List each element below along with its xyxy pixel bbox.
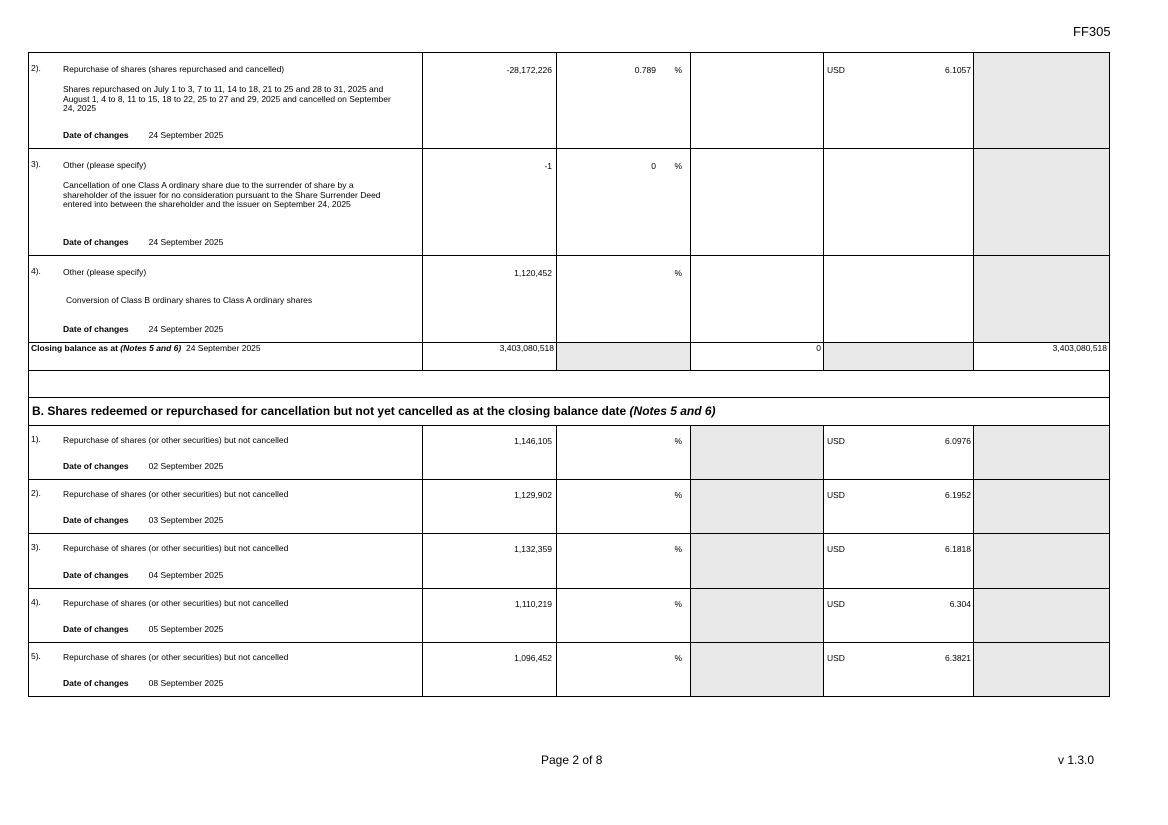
- table-row: [29, 643, 1110, 697]
- amount-cell: 1,110,219: [423, 589, 557, 643]
- price-cell: USD 6.1057: [824, 53, 974, 149]
- table-row: [29, 589, 1110, 643]
- closing-zero: 0: [691, 343, 824, 371]
- table-row: [29, 149, 1110, 256]
- price-cell: USD 6.1818: [824, 534, 974, 589]
- date-value: 02 September 2025: [148, 461, 224, 471]
- row-title: Repurchase of shares (or other securities) but not cancelled: [63, 652, 289, 662]
- grey-cell: [691, 480, 824, 534]
- grey-cell: [557, 343, 691, 371]
- row-number: 5).: [31, 651, 41, 661]
- row-description: [29, 53, 423, 149]
- price-cell: USD 6.1952: [824, 480, 974, 534]
- page-number: Page 2 of 8: [541, 753, 603, 767]
- row-title: Other (please specify): [63, 267, 147, 277]
- date-label: Date of changes: [63, 130, 129, 140]
- spacer-row: [29, 371, 1110, 398]
- grey-cell: [824, 343, 974, 371]
- date-label: Date of changes: [63, 461, 129, 471]
- row-description: [29, 149, 423, 256]
- percent-cell: 0.789 %: [557, 53, 691, 149]
- row-detail: Cancellation of one Class A ordinary share due to the surrender of share by a shareholder of the issuer for no consideration pursuant to the Share Surrender Deed entered into between the shareholder and the issuer on September 24, 2025: [63, 180, 381, 209]
- blank-cell: [691, 53, 824, 149]
- section-b-title: B. Shares redeemed or repurchased for cancellation but not yet cancelled as at the closing balance date: [32, 404, 627, 418]
- share-changes-table: [28, 52, 1110, 697]
- amount-cell: -1: [423, 149, 557, 256]
- date-label: Date of changes: [63, 678, 129, 688]
- amount-cell: 1,146,105: [423, 426, 557, 480]
- blank-cell: [691, 256, 824, 343]
- row-number: 2).: [31, 488, 41, 498]
- date-value: 24 September 2025: [148, 130, 224, 140]
- amount-cell: 1,096,452: [423, 643, 557, 697]
- row-title: Repurchase of shares (or other securities) but not cancelled: [63, 435, 289, 445]
- percent-cell: %: [557, 589, 691, 643]
- percent-cell: %: [557, 643, 691, 697]
- row-detail: Conversion of Class B ordinary shares to Class A ordinary shares: [66, 295, 313, 305]
- date-label: Date of changes: [63, 570, 129, 580]
- grey-cell: [974, 643, 1110, 697]
- amount-cell: 1,132,359: [423, 534, 557, 589]
- date-value: 04 September 2025: [148, 570, 224, 580]
- table-row: [29, 426, 1110, 480]
- table-row: [29, 480, 1110, 534]
- row-title: Repurchase of shares (or other securities) but not cancelled: [63, 543, 289, 553]
- price-cell: USD 6.304: [824, 589, 974, 643]
- grey-cell: [974, 256, 1110, 343]
- grey-cell: [974, 53, 1110, 149]
- price-cell: USD 6.0976: [824, 426, 974, 480]
- row-title: Repurchase of shares (or other securities) but not cancelled: [63, 489, 289, 499]
- grey-cell: [691, 643, 824, 697]
- blank-cell: [691, 149, 824, 256]
- grey-cell: [974, 426, 1110, 480]
- price-cell: [824, 149, 974, 256]
- date-value: 24 September 2025: [148, 237, 224, 247]
- table-row: [29, 534, 1110, 589]
- grey-cell: [691, 589, 824, 643]
- date-value: 05 September 2025: [148, 624, 224, 634]
- closing-amount: 3,403,080,518: [423, 343, 557, 371]
- percent-cell: %: [557, 534, 691, 589]
- grey-cell: [974, 534, 1110, 589]
- date-value: 08 September 2025: [148, 678, 224, 688]
- date-value: 24 September 2025: [148, 324, 224, 334]
- grey-cell: [691, 426, 824, 480]
- grey-cell: [974, 480, 1110, 534]
- amount-cell: 1,120,452: [423, 256, 557, 343]
- form-version: v 1.3.0: [1058, 753, 1095, 767]
- percent-cell: 0 %: [557, 149, 691, 256]
- table-row: [29, 53, 1110, 149]
- grey-cell: [974, 149, 1110, 256]
- date-label: Date of changes: [63, 515, 129, 525]
- row-title: Repurchase of shares (or other securities) but not cancelled: [63, 598, 289, 608]
- date-value: 03 September 2025: [148, 515, 224, 525]
- row-number: 3).: [31, 159, 41, 169]
- date-label: Date of changes: [63, 237, 129, 247]
- amount-cell: 1,129,902: [423, 480, 557, 534]
- row-detail: Shares repurchased on July 1 to 3, 7 to 11, 14 to 18, 21 to 25 and 28 to 31, 2025 and August 1, 4 to 8, 11 to 15, 18 to 22, 25 to 27 and 29, 2025 and cancelled on September 24, 2025: [63, 84, 391, 113]
- grey-cell: [691, 534, 824, 589]
- row-description: [29, 256, 423, 343]
- amount-cell: -28,172,226: [423, 53, 557, 149]
- row-title: Repurchase of shares (shares repurchased and cancelled): [63, 64, 285, 74]
- closing-total: 3,403,080,518: [974, 343, 1110, 371]
- closing-label: Closing balance as at (Notes 5 and 6) 24 September 2025: [29, 343, 423, 371]
- row-number: 2).: [31, 63, 41, 73]
- row-number: 4).: [31, 266, 41, 276]
- price-cell: [824, 256, 974, 343]
- date-label: Date of changes: [63, 624, 129, 634]
- section-b-header: [29, 398, 1110, 426]
- closing-balance-row: [29, 343, 1110, 371]
- percent-cell: %: [557, 426, 691, 480]
- grey-cell: [974, 589, 1110, 643]
- section-b-notes: (Notes 5 and 6): [629, 404, 716, 418]
- row-number: 1).: [31, 434, 41, 444]
- percent-cell: %: [557, 480, 691, 534]
- row-number: 3).: [31, 542, 41, 552]
- row-number: 4).: [31, 597, 41, 607]
- percent-cell: %: [557, 256, 691, 343]
- date-label: Date of changes: [63, 324, 129, 334]
- row-title: Other (please specify): [63, 160, 147, 170]
- form-code: FF305: [1073, 24, 1111, 39]
- table-row: [29, 256, 1110, 343]
- price-cell: USD 6.3821: [824, 643, 974, 697]
